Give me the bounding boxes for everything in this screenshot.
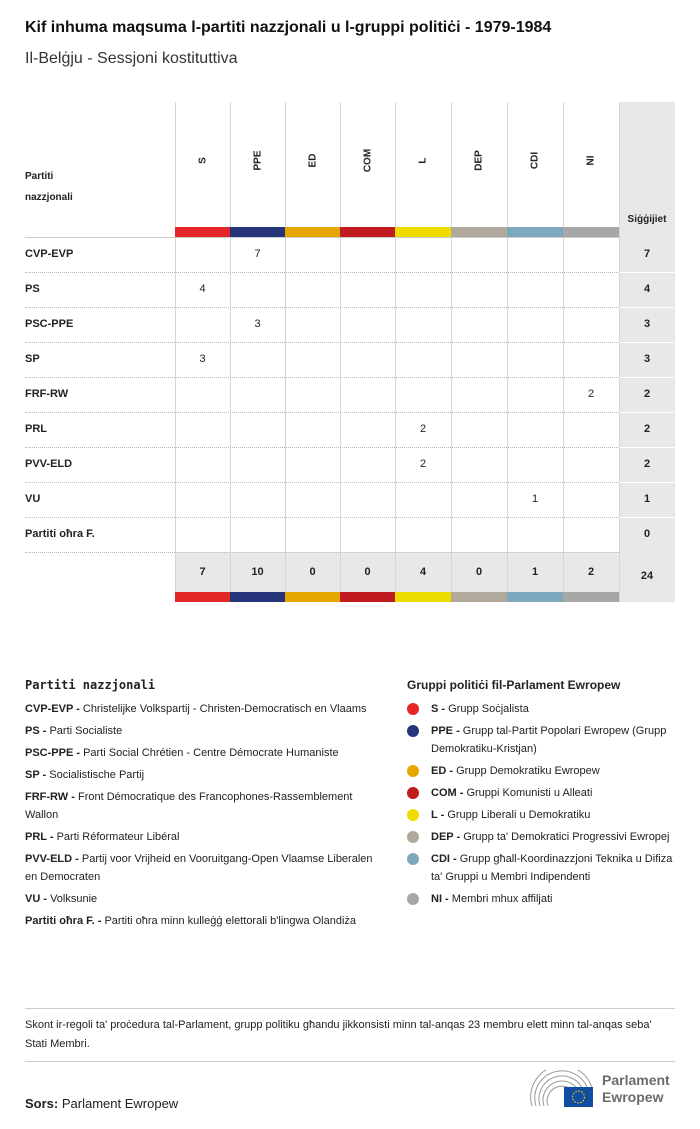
column-divider [619, 102, 620, 602]
row-divider [25, 482, 619, 483]
legend-group-name: Grupp Demokratiku Ewropew [456, 765, 600, 777]
row-party-label: Partiti oħra F. [25, 528, 95, 540]
source [25, 1096, 178, 1111]
legend-party-name: Front Démocratique des Francophones-Rassemblement Wallon [25, 791, 353, 821]
row-party-label: FRF-RW [25, 388, 69, 400]
row-header: Partiti nazzjonali [25, 171, 73, 203]
legend-party-name: Parti Social Chrétien - Centre Démocrate Humaniste [83, 747, 339, 759]
european-parliament-logo [530, 1070, 680, 1110]
legend-group-code: NI - [431, 893, 449, 905]
legend-group-name: Grupp għall-Koordinazzjoni Teknika u Difiza ta' Gruppi u Membri Indipendenti [431, 853, 673, 883]
column-total: 2 [587, 566, 595, 578]
column-header-s: S [197, 157, 208, 164]
color-bar-l [395, 227, 451, 237]
column-total: 4 [419, 566, 427, 578]
total-header: Siġġijiet [627, 214, 667, 225]
column-header-l: L [417, 157, 429, 164]
legend-group-item [407, 784, 677, 802]
color-bar-ni [563, 592, 619, 602]
legend-party-name: Parti Socialiste [49, 725, 123, 737]
logo-line1: Parlament [602, 1072, 670, 1088]
legend-party-item [25, 788, 385, 824]
legend-group-code: S - [431, 703, 446, 715]
row-total: 1 [643, 493, 651, 505]
column-divider [507, 102, 508, 602]
row-divider [619, 412, 675, 413]
color-bar-cdi [507, 592, 563, 602]
legend-group-code: CDI - [431, 853, 457, 865]
cell-value: 2 [587, 388, 595, 400]
row-party-label: PRL [25, 423, 47, 435]
row-total: 3 [643, 353, 651, 365]
legend-party-item [25, 890, 385, 908]
legend-group-item [407, 828, 677, 846]
legend-party-code: Partiti oħra F. - [25, 915, 102, 927]
row-divider [25, 447, 619, 448]
row-divider [619, 482, 675, 483]
header-divider [25, 237, 619, 238]
row-total: 4 [643, 283, 651, 295]
chart-subtitle: Il-Belġju - Sessjoni kostituttiva [25, 50, 238, 67]
column-total: 0 [364, 566, 371, 578]
color-dot-icon [407, 893, 419, 905]
legend-party-code: VU - [25, 893, 47, 905]
row-total: 0 [643, 528, 651, 540]
color-bar-s [175, 592, 230, 602]
legend-party-name: Parti Réformateur Libéral [56, 831, 180, 843]
cell-value: 3 [199, 353, 206, 365]
legend-group-code: COM - [431, 787, 464, 799]
row-party-label: PVV-ELD [25, 458, 73, 470]
row-divider [619, 272, 675, 273]
row-divider [25, 272, 619, 273]
color-dot-icon [407, 725, 419, 737]
color-dot-icon [407, 787, 419, 799]
column-divider [285, 102, 286, 602]
column-divider [563, 102, 564, 602]
column-header-cdi: CDI [529, 151, 541, 170]
row-total: 3 [643, 318, 651, 330]
row-divider [25, 412, 619, 413]
column-total: 10 [251, 566, 264, 578]
legend-party-item [25, 912, 385, 930]
cell-value: 2 [419, 423, 427, 435]
color-bar-com [340, 227, 395, 237]
column-header-ed: ED [307, 153, 318, 168]
color-dot-icon [407, 831, 419, 843]
legend-party-code: FRF-RW - [25, 791, 75, 803]
legend-group-item [407, 850, 677, 886]
cell-value: 1 [531, 493, 539, 505]
color-dot-icon [407, 765, 419, 777]
column-total: 0 [309, 566, 316, 578]
row-divider [619, 377, 675, 378]
color-dot-icon [407, 853, 419, 865]
row-party-label: CVP-EVP [25, 248, 74, 260]
divider [25, 1008, 675, 1009]
cell-value: 7 [254, 248, 261, 260]
legend-group-name: Grupp Soċjalista [448, 703, 529, 715]
legend-parties [25, 678, 385, 934]
row-divider [619, 307, 675, 308]
legend-group-item [407, 890, 677, 908]
legend-group-name: Grupp tal-Partit Popolari Ewropew (Grupp Demokratiku-Kristjan) [431, 725, 667, 755]
legend-groups-heading: Gruppi politiċi fil-Parlament Ewropew [407, 678, 621, 692]
source-label: Sors: [25, 1096, 59, 1111]
color-bar-cdi [507, 227, 563, 237]
legend-party-item [25, 722, 385, 740]
color-dot-icon [407, 809, 419, 821]
legend-party-name: Christelijke Volkspartij - Christen-Democratisch en Vlaams [82, 703, 367, 715]
legend-party-code: SP - [25, 769, 47, 781]
column-header-com: COM [362, 148, 373, 173]
cell-value: 4 [199, 283, 206, 295]
row-divider [25, 517, 619, 518]
row-divider [25, 307, 619, 308]
column-total: 0 [475, 566, 483, 578]
legend-party-code: PSC-PPE - [25, 747, 81, 759]
legend-party-code: PRL - [25, 831, 54, 843]
row-party-label: PSC-PPE [25, 318, 74, 330]
column-divider [395, 102, 396, 602]
source-value: Parlament Ewropew [61, 1096, 179, 1111]
legend-party-name: Partij voor Vrijheid en Vooruitgang-Open Vlaamse Liberalen en Democraten [25, 853, 373, 883]
row-divider [25, 377, 619, 378]
legend-party-item [25, 828, 385, 846]
legend-group-code: ED - [431, 765, 453, 777]
row-total: 2 [643, 458, 651, 470]
column-total: 1 [531, 566, 539, 578]
seats-table [25, 102, 675, 602]
row-party-label: SP [25, 353, 40, 365]
color-bar-dep [451, 592, 507, 602]
totals-column-bg [619, 102, 675, 602]
column-header-ppe: PPE [252, 150, 263, 171]
logo-line2: Ewropew [602, 1089, 664, 1105]
divider [25, 1061, 675, 1062]
row-divider [619, 342, 675, 343]
legend-group-item [407, 722, 677, 758]
color-bar-ni [563, 227, 619, 237]
row-total: 7 [643, 248, 651, 260]
legend-party-item [25, 850, 385, 886]
legend-party-code: PVV-ELD - [25, 853, 79, 865]
column-header-dep: DEP [473, 150, 485, 171]
color-dot-icon [407, 703, 419, 715]
legend-party-code: PS - [25, 725, 47, 737]
row-divider [619, 447, 675, 448]
color-bar-ppe [230, 592, 285, 602]
legend-party-item [25, 700, 385, 718]
legend-group-name: Membri mhux affiljati [451, 893, 553, 905]
grand-total: 24 [640, 570, 654, 582]
legend-groups [407, 678, 677, 912]
column-divider [340, 102, 341, 602]
row-party-label: PS [25, 283, 40, 295]
legend-party-name: Socialistische Partij [49, 769, 145, 781]
legend-party-name: Volksunie [50, 893, 98, 905]
legend-group-code: L - [431, 809, 445, 821]
row-divider [25, 552, 619, 553]
footnote: Skont ir-regoli ta' proċedura tal-Parlament, grupp politiku għandu jikkonsisti minn tal-anqas 23 membru elett minn tal-anqas seba' Stati Membri. [25, 1019, 652, 1050]
color-bar-dep [451, 227, 507, 237]
color-bar-l [395, 592, 451, 602]
row-total: 2 [643, 388, 651, 400]
legend-group-code: PPE - [431, 725, 460, 737]
color-bar-ppe [230, 227, 285, 237]
column-divider [230, 102, 231, 602]
column-header-ni: NI [585, 155, 597, 166]
legend-group-name: Gruppi Komunisti u Alleati [466, 787, 593, 799]
legend-group-name: Grupp ta' Demokratici Progressivi Ewropej [463, 831, 670, 843]
legend-party-item [25, 766, 385, 784]
color-bar-com [340, 592, 395, 602]
row-divider [619, 517, 675, 518]
cell-value: 2 [419, 458, 427, 470]
legend-group-name: Grupp Liberali u Demokratiku [447, 809, 591, 821]
row-divider [25, 342, 619, 343]
color-bar-ed [285, 227, 340, 237]
legend-group-item [407, 700, 677, 718]
row-total: 2 [643, 423, 651, 435]
legend-parties-heading: Partiti nazzjonali [25, 678, 156, 692]
column-divider [451, 102, 452, 602]
color-bar-s [175, 227, 230, 237]
legend-party-code: CVP-EVP - [25, 703, 80, 715]
column-divider [175, 102, 176, 602]
legend-group-item [407, 762, 677, 780]
cell-value: 3 [254, 318, 261, 330]
legend-party-name: Partiti oħra minn kulleġġ elettorali b'lingwa Olandiża [104, 915, 357, 927]
hemicycle-icon [530, 1070, 600, 1110]
chart-title: Kif inhuma maqsuma l-partiti nazzjonali u l-gruppi politiċi - 1979-1984 [25, 19, 552, 36]
legend-group-item [407, 806, 677, 824]
row-party-label: VU [25, 493, 41, 505]
color-bar-ed [285, 592, 340, 602]
legend-party-item [25, 744, 385, 762]
legend-group-code: DEP - [431, 831, 461, 843]
column-total: 7 [199, 566, 206, 578]
